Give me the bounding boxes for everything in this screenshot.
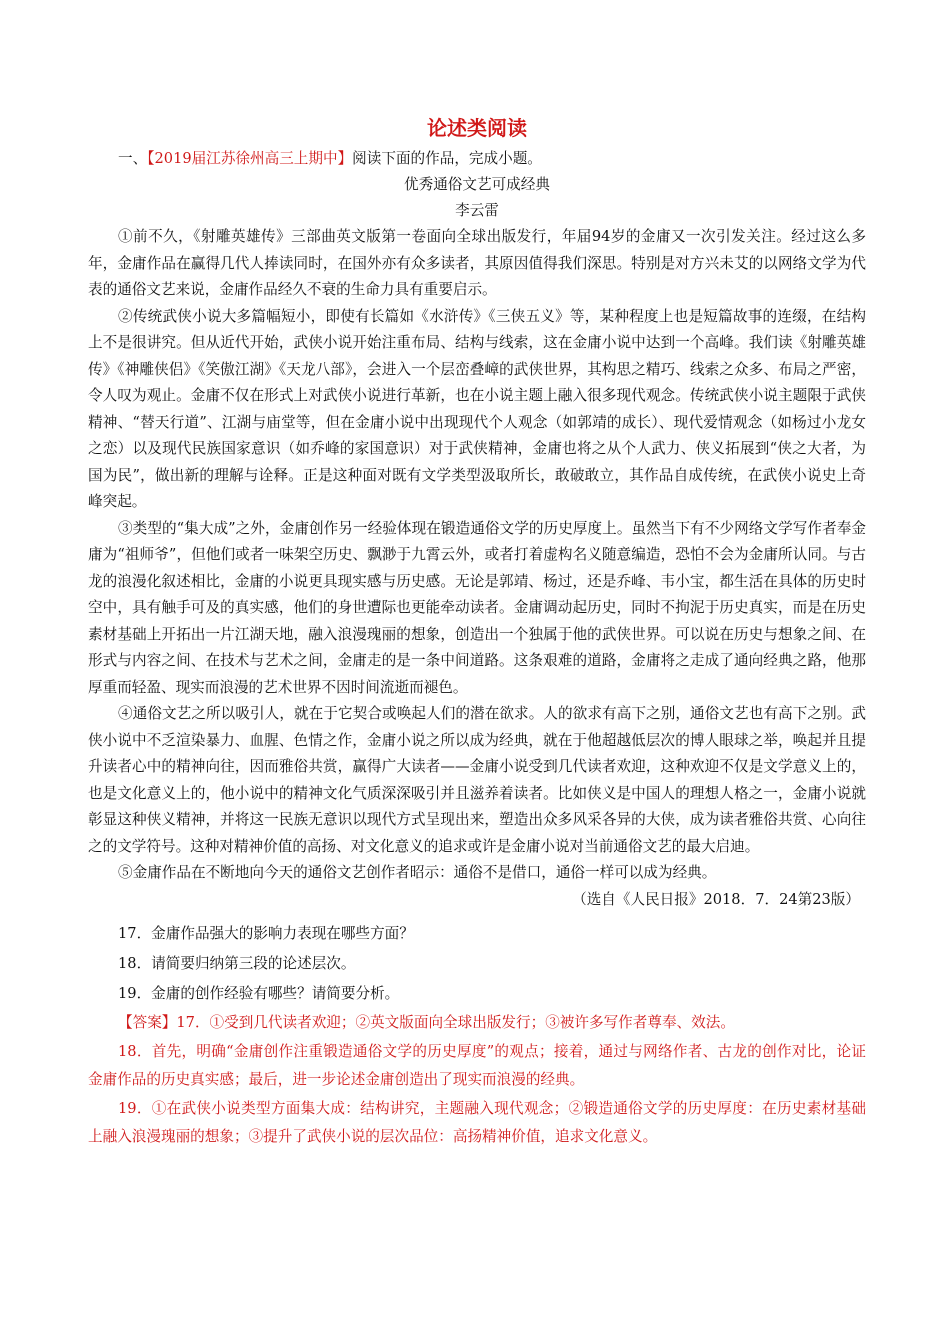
answer-section <box>88 1009 866 1152</box>
paragraph-5: ⑤金庸作品在不断地向今天的通俗文艺创作者昭示：通俗不是借口，通俗一样可以成为经典。 <box>118 864 717 881</box>
source-note: （选自《人民日报》2018．7．24第23版） <box>572 890 860 908</box>
article-title: 优秀通俗文艺可成经典 <box>404 176 550 193</box>
document-page <box>88 108 866 1152</box>
question-item: 17．金庸作品强大的影响力表现在哪些方面？ <box>118 925 414 942</box>
page-title: 论述类阅读 <box>427 116 527 140</box>
question-list <box>88 919 866 1009</box>
paragraph-3: ③类型的“集大成”之外，金庸创作另一经验体现在锻造通俗文学的历史厚度上。虽然当下有不少网络文学写作者奉金庸为“祖师爷”，但他们或者一味架空历史、飘渺于九霄云外，或者打着虚构名义随意编造，恐怕不会为金庸所认同。与古龙的浪漫化叙述相比，金庸的小说更具现实感与历史感。无论是郭靖、杨过，还是乔峰、韦小宝，都生活在具体的历史时空中，具有触手可及的真实感，他们的身世遭际也更能牵动读者。金庸调动起历史，同时不拘泥于历史真实，而是在历史素材基础上开拓出一片江湖天地，融入浪漫瑰丽的想象，创造出一个独属于他的武侠世界。可以说在历史与想象之间、在形式与内容之间、在技术与艺术之间，金庸走的是一条中间道路。这条艰难的道路，金庸将之走成了通向经典之路，他那厚重而轻盈、现实而浪漫的艺术世界不因时间流逝而褪色。 <box>88 519 866 696</box>
question-item: 19．金庸的创作经验有哪些？请简要分析。 <box>118 985 400 1002</box>
source-tag: 【2019届江苏徐州高三上期中】 <box>147 150 353 167</box>
answer-17: 【答案】17．①受到几代读者欢迎；②英文版面向全球出版发行；③被许多写作者尊奉、效法。 <box>118 1014 735 1031</box>
instruction-text: 阅读下面的作品，完成小题。 <box>352 150 542 167</box>
answer-18: 18．首先，明确“金庸创作注重锻造通俗文学的历史厚度”的观点；接着，通过与网络作者、古龙的创作对比，论证金庸作品的历史真实感；最后，进一步论述金庸创造出了现实而浪漫的经典。 <box>88 1042 866 1088</box>
answer-19: 19．①在武侠小说类型方面集大成：结构讲究，主题融入现代观念；②锻造通俗文学的历史厚度：在历史素材基础上融入浪漫瑰丽的想象；③提升了武侠小说的层次品位：高扬精神价值，追求文化意义。 <box>88 1099 866 1145</box>
question-item: 18．请简要归纳第三段的论述层次。 <box>118 955 356 972</box>
question-header <box>88 146 866 172</box>
article-author: 李云雷 <box>455 202 499 219</box>
paragraph-2: ②传统武侠小说大多篇幅短小，即使有长篇如《水浒传》《三侠五义》等，某种程度上也是短篇故事的连缀，在结构上不是很讲究。但从近代开始，武侠小说开始注重布局、结构与线索，这在金庸小说中达到一个高峰。我们读《射雕英雄传》《神雕侠侣》《笑傲江湖》《天龙八部》，会进入一个层峦叠嶂的武侠世界，其构思之精巧、线索之众多、布局之严密，令人叹为观止。金庸不仅在形式上对武侠小说进行革新，也在小说主题上融入很多现代观念。传统武侠小说主题限于武侠精神、“替天行道”、江湖与庙堂等，但在金庸小说中出现现代个人观念（如郭靖的成长）、现代爱情观念（如杨过小龙女之恋）以及现代民族国家意识（如乔峰的家国意识）对于武侠精神，金庸也将之从个人武力、侠义拓展到“侠之大者，为国为民”，做出新的理解与诠释。正是这种面对既有文学类型汲取所长，敢破敢立，其作品自成传统，在武侠小说史上奇峰突起。 <box>88 307 866 510</box>
question-number: 一、 <box>118 150 148 167</box>
paragraph-1: ①前不久，《射雕英雄传》三部曲英文版第一卷面向全球出版发行，年届94岁的金庸又一次引发关注。经过这么多年，金庸作品在赢得几代人捧读同时，在国外亦有众多读者，其原因值得我们深思。特别是对方兴未艾的以网络文学为代表的通俗文艺来说，金庸作品经久不衰的生命力具有重要启示。 <box>88 228 866 298</box>
paragraph-4: ④通俗文艺之所以吸引人，就在于它契合或唤起人们的潜在欲求。人的欲求有高下之别，通俗文艺也有高下之别。武侠小说中不乏渲染暴力、血腥、色情之作，金庸小说之所以成为经典，就在于他超越低层次的博人眼球之举，唤起并且提升读者心中的精神向往，因而雅俗共赏，赢得广大读者——金庸小说受到几代读者欢迎，这种欢迎不仅是文学意义上的，也是文化意义上的，他小说中的精神文化气质深深吸引并且滋养着读者。比如侠义是中国人的理想人格之一，金庸小说就彰显这种侠义精神，并将这一民族无意识以现代方式呈现出来，塑造出众多风采各异的大侠，成为读者雅俗共赏、心向往之的文学符号。这种对精神价值的高扬、对文化意义的追求或许是金庸小说对当前通俗文艺的最大启迪。 <box>88 705 866 855</box>
